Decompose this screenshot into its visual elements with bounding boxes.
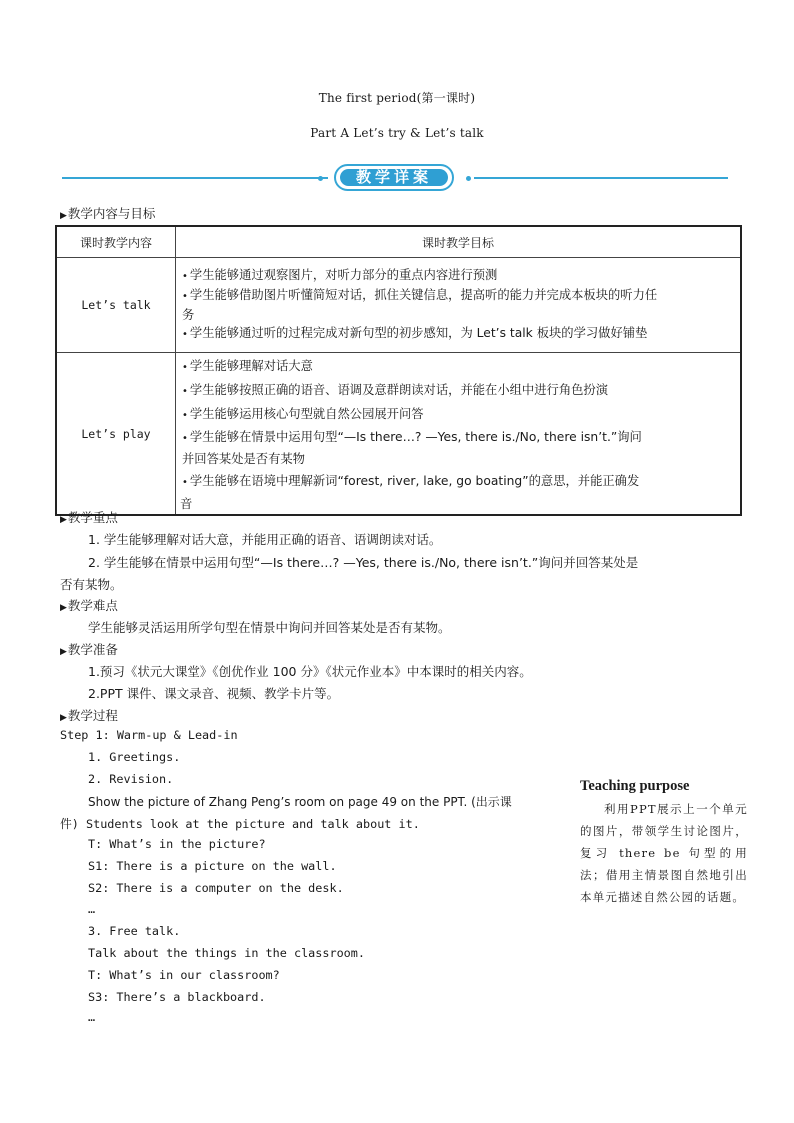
process-line: … — [88, 902, 96, 916]
page-subtitle: Part A Let’s try & Let’s talk — [310, 126, 484, 140]
process-line: 件) Students look at the picture and talk about it. — [60, 817, 420, 831]
section-heading-difficulties: ▶教学难点 — [60, 598, 118, 613]
teaching-purpose-title: Teaching purpose — [580, 778, 690, 794]
table-row — [56, 258, 741, 353]
triangle-bullet-icon: ▶ — [60, 713, 67, 723]
triangle-bullet-icon: ▶ — [60, 603, 67, 613]
goal-item: • 学生能够按照正确的语音、语调及意群朗读对话，并能在小组中进行角色扮演 — [182, 383, 609, 397]
goals-table — [55, 225, 742, 516]
banner-label: 教学详案 — [340, 169, 448, 186]
table-row — [56, 353, 741, 516]
difficulty-text: 学生能够灵活运用所学句型在情景中询问并回答某处是否有某物。 — [88, 620, 451, 635]
goal-item: • 学生能够在情景中运用句型“—Is there…? —Yes, there is./No, there isn’t.”询问 — [182, 430, 642, 444]
process-line: 1. Greetings. — [88, 750, 181, 764]
section-heading-process: ▶教学过程 — [60, 708, 118, 723]
process-line: T: What’s in our classroom? — [88, 968, 280, 982]
page-title: The first period(第一课时) — [318, 91, 476, 105]
table-header-row — [56, 226, 741, 258]
table-header-cell: 课时教学目标 — [176, 226, 742, 258]
goal-item-continuation: 音 — [180, 497, 193, 511]
table-cell-content: Let’s play — [56, 353, 176, 516]
triangle-bullet-icon: ▶ — [60, 515, 67, 525]
banner-dot-right — [466, 176, 471, 181]
key-point-item-continuation: 否有某物。 — [60, 577, 123, 592]
process-line: Talk about the things in the classroom. — [88, 946, 365, 960]
goal-item: • 学生能够通过听的过程完成对新句型的初步感知，为 Let’s talk 板块的学习做好铺垫 — [182, 326, 648, 340]
key-point-item: 1. 学生能够理解对话大意，并能用正确的语音、语调朗读对话。 — [88, 532, 442, 547]
table-cell-content: Let’s talk — [56, 258, 176, 353]
key-point-item: 2. 学生能够在情景中运用句型“—Is there…? —Yes, there is./No, there isn’t.”询问并回答某处是 — [88, 555, 639, 570]
banner-pill — [334, 164, 454, 191]
section-heading-goals — [60, 204, 155, 222]
process-line: Show the picture of Zhang Peng’s room on page 49 on the PPT. (出示课 — [88, 795, 512, 809]
process-line: S3: There’s a blackboard. — [88, 990, 266, 1004]
table-header-cell: 课时教学内容 — [56, 226, 176, 258]
triangle-bullet-icon: ▶ — [60, 647, 67, 657]
banner-line-right — [474, 177, 728, 179]
process-line: S1: There is a picture on the wall. — [88, 859, 337, 873]
goal-item: • 学生能够运用核心句型就自然公园展开问答 — [182, 407, 424, 421]
goal-item: • 学生能够借助图片听懂简短对话，抓住关键信息，提高听的能力并完成本板块的听力任 — [182, 288, 658, 302]
triangle-bullet-icon: ▶ — [60, 211, 67, 221]
goal-item: • 学生能够通过观察图片，对听力部分的重点内容进行预测 — [182, 268, 498, 282]
banner-dot-left — [318, 176, 323, 181]
teaching-purpose-text: 利用PPT展示上一个单元的图片，带领学生讨论图片，复习 there be 句型的用法；借用主情景图自然地引出本单元描述自然公园的话题。 — [580, 802, 748, 904]
table-cell-goals — [176, 258, 742, 353]
goal-item: • 学生能够理解对话大意 — [182, 359, 313, 373]
step-heading: Step 1: Warm-up & Lead-in — [60, 728, 238, 742]
preparation-item: 1.预习《状元大课堂》《创优作业 100 分》《状元作业本》中本课时的相关内容。 — [88, 664, 532, 679]
goal-item-continuation: 务 — [182, 308, 195, 322]
section-heading-preparation: ▶教学准备 — [60, 642, 118, 657]
process-line: … — [88, 1010, 96, 1024]
section-heading-key-points: ▶教学重点 — [60, 510, 118, 525]
process-line: T: What’s in the picture? — [88, 837, 266, 851]
goal-item: • 学生能够在语境中理解新词“forest, river, lake, go boating”的意思，并能正确发 — [182, 474, 640, 488]
process-line: 3. Free talk. — [88, 924, 181, 938]
table-cell-goals — [176, 353, 742, 516]
process-line: 2. Revision. — [88, 772, 174, 786]
goal-item-continuation: 并回答某处是否有某物 — [182, 452, 305, 466]
process-line: S2: There is a computer on the desk. — [88, 881, 344, 895]
section-heading-text: 教学内容与目标 — [67, 206, 156, 221]
banner-line-left — [62, 177, 328, 179]
preparation-item: 2.PPT 课件、课文录音、视频、教学卡片等。 — [88, 686, 340, 701]
